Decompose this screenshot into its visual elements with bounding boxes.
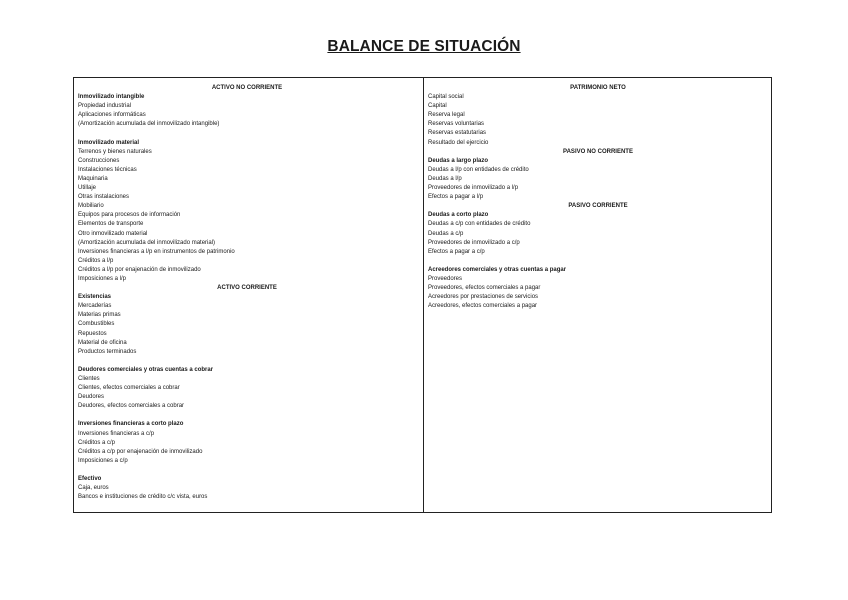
account-item: Terrenos y bienes naturales (78, 148, 152, 155)
account-item: Caja, euros (78, 485, 109, 492)
account-item: Otras instalaciones (78, 194, 130, 201)
account-item: Reservas voluntarias (428, 121, 485, 128)
account-item: Deudas a l/p con entidades de crédito (428, 166, 529, 173)
account-item: Deudas a l/p (428, 175, 462, 182)
account-item: Créditos a l/p (78, 257, 114, 264)
account-item: Reservas estatutarias (428, 130, 487, 137)
section-header: PATRIMONIO NETO (570, 85, 626, 91)
account-item: Proveedores de inmovilizado a c/p (428, 239, 520, 246)
account-item: Clientes (78, 376, 100, 382)
account-item: (Amortización acumulada del inmovilizado intangible) (78, 121, 220, 128)
account-item: Otro inmovilizado material (78, 230, 148, 237)
section-header: PASIVO NO CORRIENTE (563, 148, 633, 155)
account-item: Capital (428, 103, 447, 110)
account-item: Deudas a c/p (428, 230, 464, 237)
group-heading: Deudas a corto plazo (428, 212, 489, 219)
account-item: Reserva legal (428, 112, 465, 119)
account-item: Construcciones (78, 157, 120, 164)
account-item: Resultado del ejercicio (428, 139, 489, 146)
spacer (78, 357, 416, 366)
spacer (78, 466, 416, 475)
account-item: Proveedores de inmovilizado a l/p (428, 185, 519, 192)
account-item: Capital social (428, 94, 464, 101)
account-item: Utillaje (78, 185, 97, 192)
account-item: Repuestos (78, 330, 107, 337)
account-item: Imposiciones a l/p (78, 275, 127, 282)
equity-liabilities-column (428, 84, 768, 311)
assets-column (78, 84, 416, 502)
group-heading: Efectivo (78, 476, 102, 483)
account-item: Imposiciones a c/p (78, 457, 128, 464)
account-item: Acreedores, efectos comerciales a pagar (428, 303, 538, 310)
group-heading: Acreedores comerciales y otras cuentas a pagar (428, 266, 567, 273)
group-heading: Existencias (78, 294, 112, 301)
balance-table (73, 77, 772, 513)
section-header: ACTIVO CORRIENTE (217, 285, 277, 292)
account-item: Mercaderías (78, 303, 112, 310)
account-item: Inversiones financieras a c/p (78, 430, 155, 437)
account-item: Productos terminados (78, 348, 137, 355)
column-divider (423, 78, 424, 512)
account-item: Créditos a c/p (78, 439, 116, 446)
account-item: (Amortización acumulada del inmovilizado material) (78, 239, 216, 246)
group-heading: Deudores comerciales y otras cuentas a cobrar (78, 366, 214, 373)
account-item: Bancos e instituciones de crédito c/c vista, euros (78, 494, 208, 501)
account-item: Propiedad industrial (78, 103, 132, 110)
account-item: Mobiliario (78, 203, 104, 210)
account-item: Inversiones financieras a l/p en instrumentos de patrimonio (78, 248, 235, 255)
group-heading: Inmovilizado intangible (78, 94, 145, 101)
account-item: Materias primas (78, 312, 121, 319)
account-item: Clientes, efectos comerciales a cobrar (78, 385, 180, 392)
account-item: Deudores, efectos comerciales a cobrar (78, 403, 185, 410)
spacer (428, 257, 768, 266)
group-heading: Inversiones financieras a corto plazo (78, 421, 184, 428)
group-heading: Inmovilizado material (78, 139, 140, 146)
account-item: Elementos de transporte (78, 221, 144, 228)
account-item: Aplicaciones informáticas (78, 112, 146, 119)
spacer (78, 129, 416, 138)
section-header: PASIVO CORRIENTE (568, 203, 628, 210)
account-item: Créditos a c/p por enajenación de inmovilizado (78, 448, 203, 455)
account-item: Material de oficina (78, 339, 127, 346)
page-title: BALANCE DE SITUACIÓN (327, 38, 521, 55)
account-item: Maquinaria (78, 175, 108, 182)
account-item: Deudas a c/p con entidades de crédito (428, 221, 531, 228)
account-item: Proveedores (428, 275, 463, 282)
account-item: Acreedores por prestaciones de servicios (428, 294, 539, 301)
account-item: Instalaciones técnicas (78, 166, 137, 173)
account-item: Efectos a pagar a c/p (428, 248, 485, 255)
section-header: ACTIVO NO CORRIENTE (211, 85, 283, 91)
spacer (78, 411, 416, 420)
group-heading: Deudas a largo plazo (428, 157, 489, 164)
account-item: Efectos a pagar a l/p (428, 194, 484, 201)
account-item: Combustibles (78, 321, 115, 328)
account-item: Créditos a l/p por enajenación de inmovilizado (78, 266, 201, 273)
account-item: Equipos para procesos de información (78, 212, 181, 219)
account-item: Deudores (78, 394, 105, 401)
account-item: Proveedores, efectos comerciales a pagar (428, 285, 541, 292)
